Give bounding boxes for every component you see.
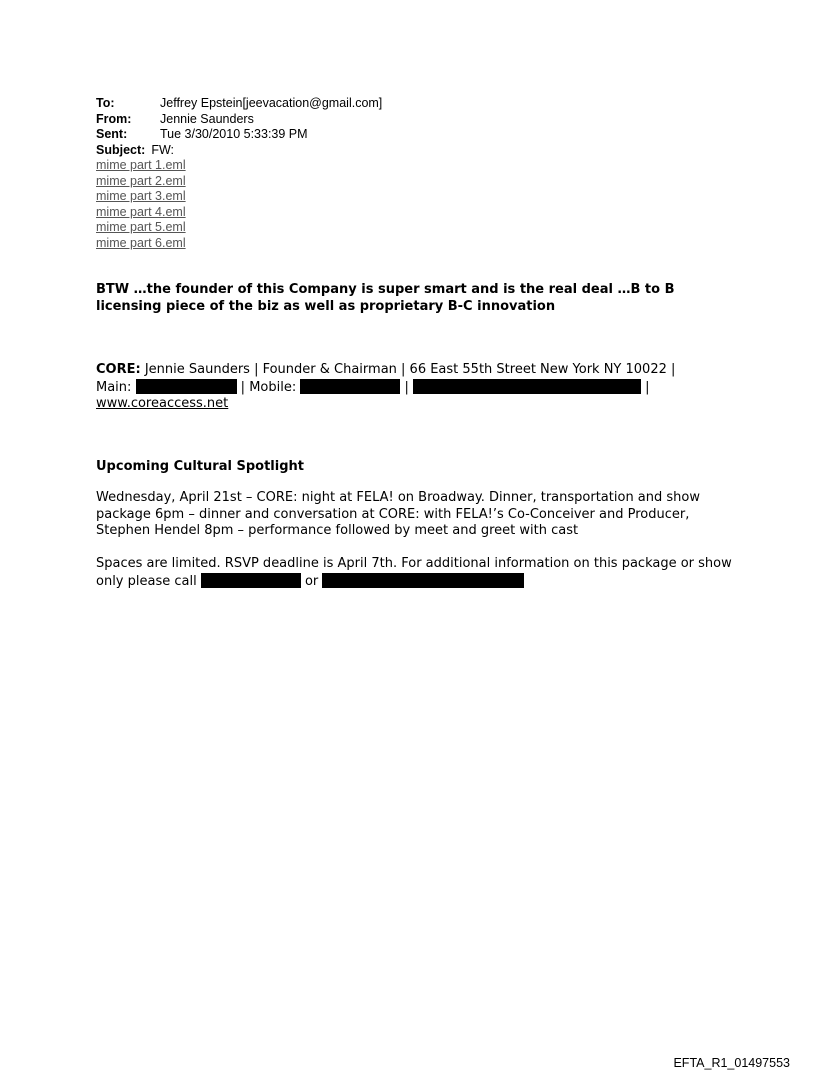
main-label: Main: <box>96 379 136 395</box>
to-value: Jeffrey Epstein[jeevacation@gmail.com] <box>160 96 383 110</box>
website-link[interactable]: www.coreaccess.net <box>96 396 229 411</box>
subject-row <box>96 143 382 159</box>
attachment-link[interactable]: mime part 4.eml <box>96 204 186 219</box>
redaction-box <box>201 573 301 588</box>
attachment-link[interactable]: mime part 1.eml <box>96 158 186 172</box>
spotlight-paragraph-1: Wednesday, April 21st – CORE: night at FELA! on Broadway. Dinner, transportation and show package 6pm – dinner and conversation at CORE: with FELA!’s Co-Conceiver and Producer, Stephen Hendel 8pm – performance followed by meet and greet with cast <box>96 490 700 538</box>
attachment-link[interactable]: mime part 6.eml <box>96 235 186 250</box>
attachment-list <box>96 158 382 251</box>
from-value: Jennie Saunders <box>160 111 254 126</box>
paragraph-2-text: Spaces are limited. RSVP deadline is April 7th. For additional information on this package or show only please call <box>96 556 732 589</box>
spotlight-title: Upcoming Cultural Spotlight <box>96 459 304 474</box>
signature-block <box>96 362 756 413</box>
redaction-box <box>322 573 524 588</box>
mobile-label: | Mobile: <box>236 379 301 395</box>
from-row <box>96 112 382 128</box>
sent-row <box>96 127 382 143</box>
document-id: EFTA_R1_01497553 <box>673 1056 790 1070</box>
redaction-box <box>413 379 641 394</box>
subject-value: FW: <box>151 142 174 157</box>
from-label: From: <box>96 111 132 126</box>
or-text: or <box>300 573 323 589</box>
redaction-box <box>300 379 400 394</box>
to-label: To: <box>96 96 115 110</box>
subject-label: Subject: <box>96 142 146 157</box>
sent-value: Tue 3/30/2010 5:33:39 PM <box>160 127 308 141</box>
sent-label: Sent: <box>96 127 128 141</box>
btw-message: BTW …the founder of this Company is super smart and is the real deal …B to B licensing piece of the biz as well as proprietary B-C innovation <box>96 282 675 314</box>
separator: | <box>641 379 650 395</box>
signature-line: Jennie Saunders | Founder & Chairman | 66 East 55th Street New York NY 10022 | <box>140 362 676 377</box>
signature-org: CORE: <box>96 362 141 377</box>
attachment-link[interactable]: mime part 2.eml <box>96 173 186 188</box>
redaction-box <box>136 379 237 394</box>
to-row <box>96 96 382 112</box>
attachment-link[interactable]: mime part 3.eml <box>96 189 186 203</box>
separator: | <box>400 379 414 395</box>
attachment-link[interactable]: mime part 5.eml <box>96 220 186 234</box>
spotlight-paragraph-2 <box>96 556 736 590</box>
email-header <box>96 96 382 251</box>
